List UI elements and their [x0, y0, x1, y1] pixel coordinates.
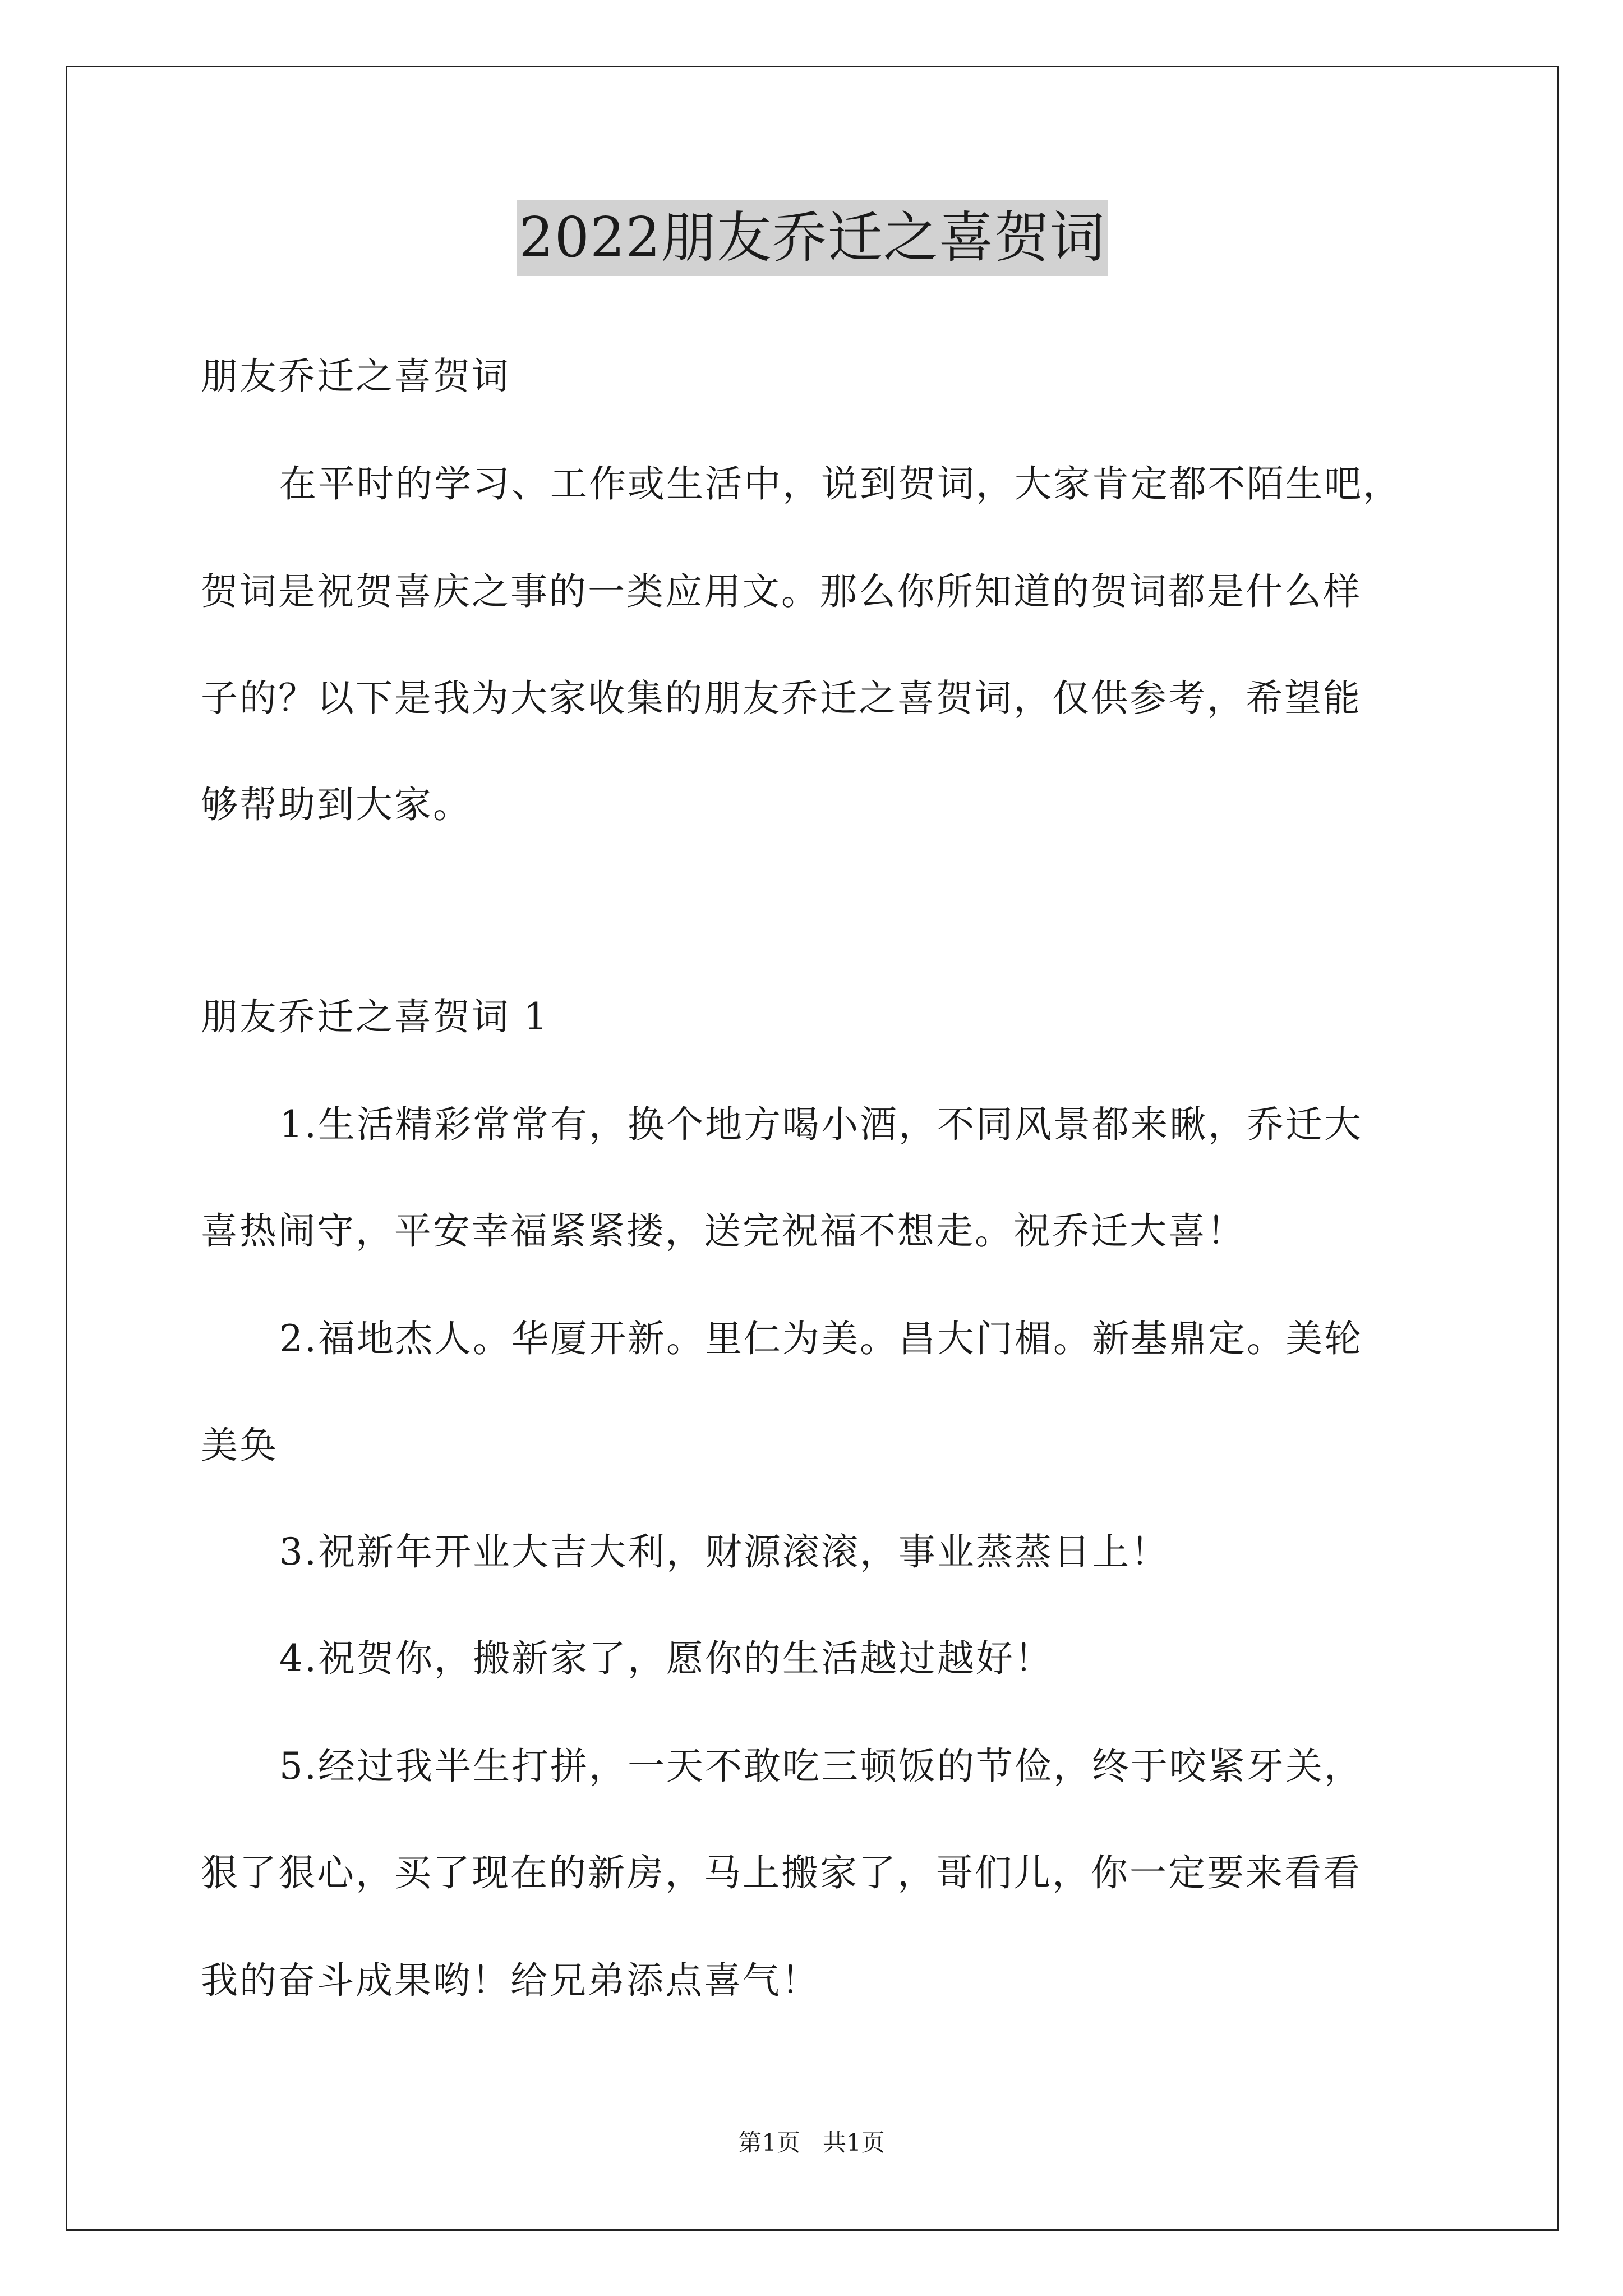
section-heading: 朋友乔迁之喜贺词 1 — [201, 995, 549, 1038]
list-item-line: 3.祝新年开业大吉大利，财源滚滚，事业蒸蒸日上！ — [279, 1530, 1169, 1573]
subtitle: 朋友乔迁之喜贺词 — [201, 355, 510, 398]
list-item-line: 5.经过我半生打拼，一天不敢吃三顿饭的节俭，终于咬紧牙关， — [279, 1745, 1363, 1788]
list-item-line: 1.生活精彩常常有，换个地方喝小酒，不同风景都来瞅，乔迁大 — [279, 1103, 1363, 1146]
intro-line: 子的？以下是我为大家收集的朋友乔迁之喜贺词，仅供参考，希望能 — [201, 677, 1362, 720]
title-block — [201, 200, 1423, 276]
list-item-line: 4.祝贺你，搬新家了，愿你的生活越过越好！ — [279, 1637, 1053, 1680]
list-item-line: 我的奋斗成果哟！给兄弟添点喜气！ — [201, 1959, 820, 2002]
list-item-line: 喜热闹守，平安幸福紧紧搂，送完祝福不想走。祝乔迁大喜！ — [201, 1209, 1246, 1253]
page-footer: 第1页 共1页 — [738, 2129, 885, 2156]
intro-line: 在平时的学习、工作或生活中，说到贺词，大家肯定都不陌生吧， — [279, 462, 1401, 505]
list-item-line: 狠了狠心，买了现在的新房，马上搬家了，哥们儿，你一定要来看看 — [201, 1851, 1362, 1894]
list-item-line: 美奂 — [201, 1424, 278, 1467]
intro-line: 贺词是祝贺喜庆之事的一类应用文。那么你所知道的贺词都是什么样 — [201, 570, 1362, 613]
intro-line: 够帮助到大家。 — [201, 783, 472, 826]
document-title: 2022朋友乔迁之喜贺词 — [517, 200, 1107, 276]
list-item-line: 2.福地杰人。华厦开新。里仁为美。昌大门楣。新基鼎定。美轮 — [279, 1317, 1363, 1360]
